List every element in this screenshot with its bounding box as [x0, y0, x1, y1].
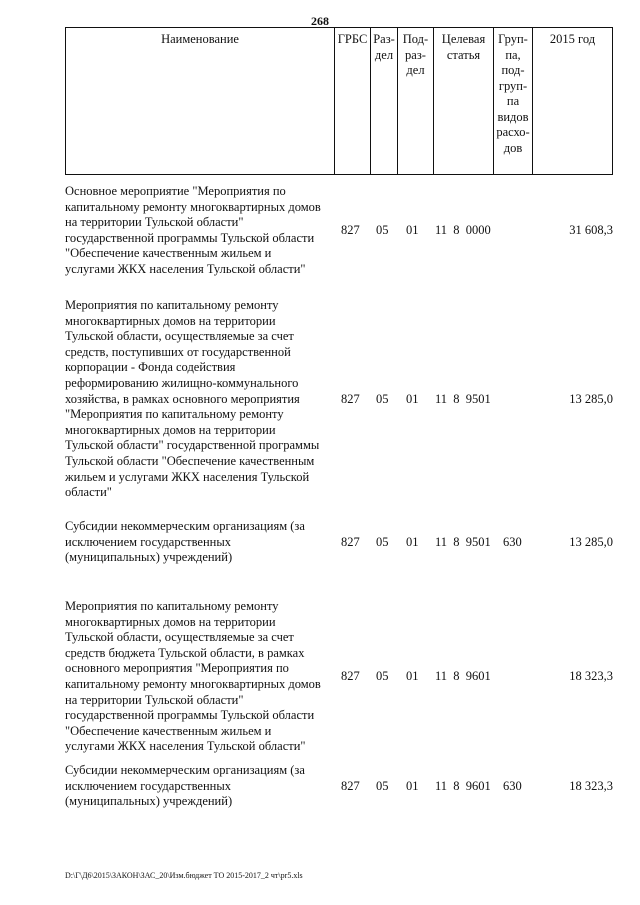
row-name-line: капитальному ремонту многоквартирных домов — [65, 676, 321, 691]
row-podrazdel: 01 — [406, 391, 419, 406]
row-name-line: услугами ЖКХ населения Тульской области" — [65, 739, 306, 754]
row-name-line: Субсидии некоммерческим организациям (за — [65, 519, 305, 533]
row-name-line: области" — [65, 485, 112, 500]
row-name-line: многоквартирных домов на территории — [65, 614, 276, 629]
row-name-line: Мероприятия по капитальному ремонту — [65, 599, 279, 613]
header-group-line: дов — [503, 140, 523, 155]
row-name-line: (муниципальных) учреждений) — [65, 794, 233, 809]
row-name-line: Тульской области, осуществляемые за счет — [65, 329, 294, 344]
row-target: 11 8 0000 — [435, 223, 491, 237]
header-razdel — [370, 28, 397, 174]
row-name — [65, 763, 333, 810]
row-name-line: основного мероприятия "Мероприятия по — [65, 661, 289, 676]
row-name-line: хозяйства, в рамках основного мероприятия — [65, 391, 300, 406]
row-name-line: средств бюджета Тульской области, в рамках — [65, 645, 305, 660]
row-name-line: средств, поступивших от государственной — [65, 344, 291, 359]
row-name-line: Мероприятия по капитальному ремонту — [65, 298, 279, 312]
row-name-line: многоквартирных домов на территории — [65, 422, 276, 437]
budget-table — [65, 27, 613, 175]
header-podrazdel-line: дел — [406, 63, 425, 77]
row-name-line: исключением государственных — [65, 778, 232, 793]
header-year: 2015 год — [532, 28, 612, 174]
row-name-line: корпорации - Фонда содействия — [65, 360, 236, 375]
row-podrazdel: 01 — [406, 534, 419, 549]
header-grbs: ГРБС — [334, 28, 370, 174]
row-razdel: 05 — [376, 534, 389, 549]
row-name-line: Основное мероприятие "Мероприятия по — [65, 184, 286, 198]
row-name-line: капитальному ремонту многоквартирных домов — [65, 199, 321, 214]
row-amount: 18 323,3 — [569, 778, 613, 793]
row-name-line: жильем и услугами ЖКХ населения Тульской — [65, 469, 310, 484]
row-grbs: 827 — [341, 778, 360, 793]
row-group: 630 — [503, 778, 522, 793]
row-name-line: "Обеспечение качественным жильем и — [65, 723, 272, 738]
header-podrazdel-line: раз- — [405, 47, 426, 62]
header-name: Наименование — [161, 32, 239, 46]
header-target — [433, 28, 493, 174]
row-target: 11 8 9601 — [435, 669, 491, 684]
row-name-line: исключением государственных — [65, 534, 232, 549]
header-group-line: па, — [505, 47, 521, 62]
row-target: 11 8 9601 — [435, 778, 491, 793]
file-path-footer: D:\Г\Д6\2015\ЗАКОН\ЗАС_20\Изм.бюджет ТО 2015-2017_2 чт\pr5.xls — [65, 871, 303, 880]
row-razdel: 05 — [376, 778, 389, 793]
row-grbs: 827 — [341, 534, 360, 549]
row-name — [65, 519, 333, 566]
row-podrazdel: 01 — [406, 669, 419, 684]
row-grbs: 827 — [341, 669, 360, 684]
header-target-line: статья — [446, 47, 481, 62]
row-grbs: 827 — [341, 391, 360, 406]
header-podrazdel-line: Под- — [402, 32, 429, 46]
row-grbs: 827 — [341, 223, 360, 237]
header-group — [493, 28, 532, 174]
row-name-line: на территории Тульской области" — [65, 692, 244, 707]
row-podrazdel: 01 — [406, 223, 419, 237]
header-podrazdel — [397, 28, 433, 174]
header-group-line: видов — [497, 109, 529, 124]
row-amount: 31 608,3 — [569, 223, 613, 237]
row-name-line: "Мероприятия по капитальному ремонту — [65, 407, 284, 422]
header-group-line: расхо- — [496, 125, 530, 139]
row-name-line: услугами ЖКХ населения Тульской области" — [65, 261, 306, 276]
header-group-line: груп- — [498, 78, 528, 93]
row-amount: 18 323,3 — [569, 669, 613, 684]
row-name-line: Тульской области" государственной программы — [65, 438, 320, 453]
row-name-line: Субсидии некоммерческим организациям (за — [65, 763, 305, 777]
row-razdel: 05 — [376, 669, 389, 684]
row-name — [65, 298, 333, 501]
row-name — [65, 184, 333, 278]
header-target-line: Целевая — [441, 32, 486, 46]
row-amount: 13 285,0 — [569, 391, 613, 406]
row-name-line: (муниципальных) учреждений) — [65, 550, 233, 565]
row-amount: 13 285,0 — [569, 534, 613, 549]
row-name-line: реформированию жилищно-коммунального — [65, 375, 299, 390]
row-name-line: многоквартирных домов на территории — [65, 313, 276, 328]
page-number: 268 — [311, 14, 329, 28]
header-razdel-line: Раз- — [373, 32, 395, 46]
header-group-line: под- — [501, 63, 525, 77]
row-name-line: государственной программы Тульской области — [65, 230, 315, 245]
row-name-line: на территории Тульской области" — [65, 215, 244, 230]
row-razdel: 05 — [376, 391, 389, 406]
header-razdel-line: дел — [374, 47, 394, 62]
row-target: 11 8 9501 — [435, 534, 491, 549]
row-name — [65, 599, 333, 755]
row-razdel: 05 — [376, 223, 389, 237]
row-podrazdel: 01 — [406, 778, 419, 793]
table-header — [65, 27, 613, 175]
row-group: 630 — [503, 534, 522, 549]
row-name-line: Тульской области, осуществляемые за счет — [65, 630, 294, 645]
row-target: 11 8 9501 — [435, 391, 491, 406]
header-group-line: Груп- — [498, 32, 528, 46]
header-group-line: па — [506, 94, 520, 108]
row-name-line: Тульской области "Обеспечение качественным — [65, 453, 315, 468]
row-name-line: "Обеспечение качественным жильем и — [65, 246, 272, 261]
row-name-line: государственной программы Тульской области — [65, 708, 315, 723]
